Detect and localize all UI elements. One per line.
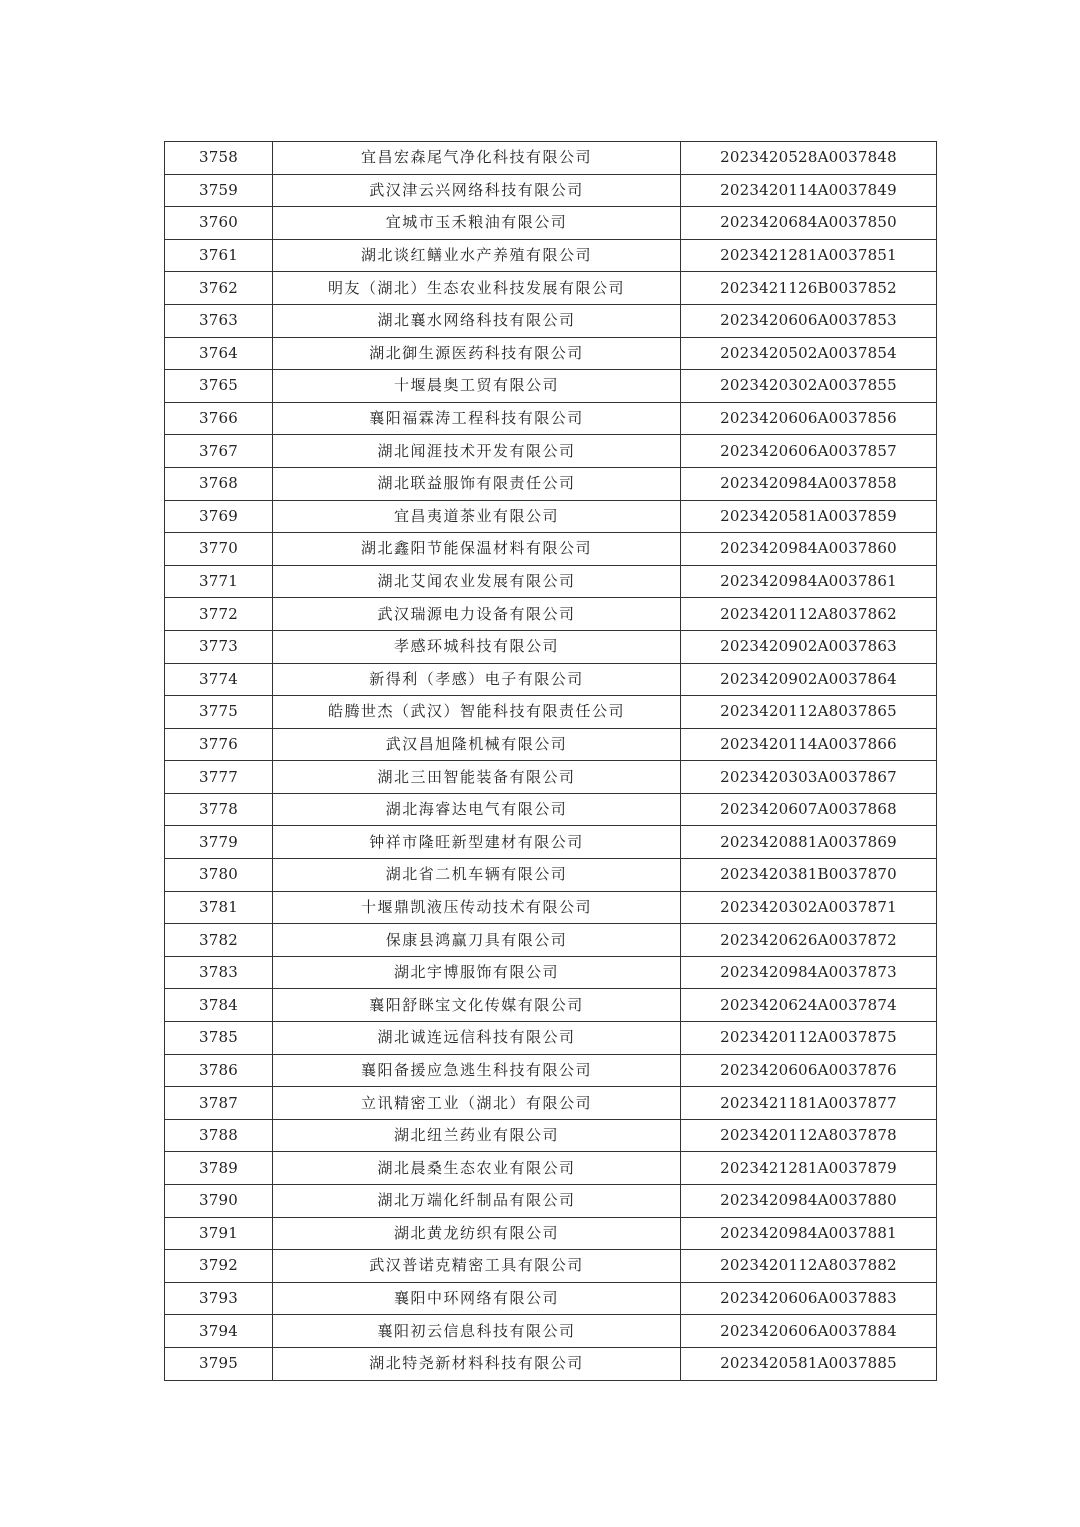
table-row xyxy=(165,630,937,663)
row-registration-code: 2023420302A0037871 xyxy=(681,891,937,924)
table-row xyxy=(165,370,937,403)
row-seq-number: 3766 xyxy=(165,402,273,435)
row-company-name: 湖北谈红鳝业水产养殖有限公司 xyxy=(273,239,681,272)
row-seq-number: 3787 xyxy=(165,1087,273,1120)
row-registration-code: 2023420302A0037855 xyxy=(681,370,937,403)
row-company-name: 武汉普诺克精密工具有限公司 xyxy=(273,1250,681,1283)
table-row xyxy=(165,500,937,533)
row-company-name: 湖北诚连远信科技有限公司 xyxy=(273,1022,681,1055)
row-company-name: 孝感环城科技有限公司 xyxy=(273,630,681,663)
row-seq-number: 3780 xyxy=(165,859,273,892)
row-seq-number: 3784 xyxy=(165,989,273,1022)
table-row xyxy=(165,891,937,924)
row-registration-code: 2023420502A0037854 xyxy=(681,337,937,370)
table-row xyxy=(165,272,937,305)
row-registration-code: 2023420984A0037880 xyxy=(681,1185,937,1218)
row-seq-number: 3762 xyxy=(165,272,273,305)
row-seq-number: 3768 xyxy=(165,467,273,500)
row-company-name: 钟祥市隆旺新型建材有限公司 xyxy=(273,826,681,859)
table-row xyxy=(165,142,937,175)
row-company-name: 湖北特尧新材料科技有限公司 xyxy=(273,1347,681,1380)
row-registration-code: 2023421281A0037851 xyxy=(681,239,937,272)
company-registry-table xyxy=(164,141,937,1381)
row-company-name: 湖北宇博服饰有限公司 xyxy=(273,956,681,989)
row-seq-number: 3790 xyxy=(165,1185,273,1218)
row-registration-code: 2023421281A0037879 xyxy=(681,1152,937,1185)
row-registration-code: 2023420984A0037860 xyxy=(681,533,937,566)
table-row xyxy=(165,1152,937,1185)
table-row xyxy=(165,207,937,240)
row-registration-code: 2023420112A0037875 xyxy=(681,1022,937,1055)
row-seq-number: 3794 xyxy=(165,1315,273,1348)
row-registration-code: 2023420626A0037872 xyxy=(681,924,937,957)
row-registration-code: 2023420624A0037874 xyxy=(681,989,937,1022)
table-row xyxy=(165,989,937,1022)
row-registration-code: 2023420606A0037853 xyxy=(681,304,937,337)
row-seq-number: 3764 xyxy=(165,337,273,370)
table-row xyxy=(165,467,937,500)
row-company-name: 武汉瑞源电力设备有限公司 xyxy=(273,598,681,631)
row-company-name: 湖北三田智能装备有限公司 xyxy=(273,761,681,794)
table-row xyxy=(165,337,937,370)
row-company-name: 湖北晨桑生态农业有限公司 xyxy=(273,1152,681,1185)
row-registration-code: 2023420581A0037885 xyxy=(681,1347,937,1380)
row-seq-number: 3777 xyxy=(165,761,273,794)
row-seq-number: 3772 xyxy=(165,598,273,631)
table-row xyxy=(165,1022,937,1055)
row-company-name: 宜城市玉禾粮油有限公司 xyxy=(273,207,681,240)
table-row xyxy=(165,174,937,207)
row-seq-number: 3770 xyxy=(165,533,273,566)
table-row xyxy=(165,859,937,892)
row-seq-number: 3765 xyxy=(165,370,273,403)
table-row xyxy=(165,1282,937,1315)
table-row xyxy=(165,924,937,957)
row-seq-number: 3783 xyxy=(165,956,273,989)
row-company-name: 武汉昌旭隆机械有限公司 xyxy=(273,728,681,761)
row-seq-number: 3792 xyxy=(165,1250,273,1283)
row-registration-code: 2023420984A0037873 xyxy=(681,956,937,989)
row-seq-number: 3769 xyxy=(165,500,273,533)
row-company-name: 保康县鸿赢刀具有限公司 xyxy=(273,924,681,957)
row-seq-number: 3793 xyxy=(165,1282,273,1315)
registry-table-body xyxy=(165,142,937,1381)
row-seq-number: 3760 xyxy=(165,207,273,240)
row-seq-number: 3789 xyxy=(165,1152,273,1185)
row-company-name: 湖北联益服饰有限责任公司 xyxy=(273,467,681,500)
table-row xyxy=(165,793,937,826)
table-row xyxy=(165,598,937,631)
table-row xyxy=(165,435,937,468)
row-company-name: 湖北闻涯技术开发有限公司 xyxy=(273,435,681,468)
row-registration-code: 2023420303A0037867 xyxy=(681,761,937,794)
table-row xyxy=(165,956,937,989)
row-seq-number: 3767 xyxy=(165,435,273,468)
row-registration-code: 2023420902A0037863 xyxy=(681,630,937,663)
row-company-name: 襄阳备援应急逃生科技有限公司 xyxy=(273,1054,681,1087)
row-registration-code: 2023420881A0037869 xyxy=(681,826,937,859)
table-row xyxy=(165,239,937,272)
row-seq-number: 3758 xyxy=(165,142,273,175)
row-registration-code: 2023420606A0037857 xyxy=(681,435,937,468)
row-registration-code: 2023420984A0037881 xyxy=(681,1217,937,1250)
row-company-name: 襄阳福霖涛工程科技有限公司 xyxy=(273,402,681,435)
table-row xyxy=(165,1087,937,1120)
row-registration-code: 2023420112A8037865 xyxy=(681,696,937,729)
table-row xyxy=(165,1315,937,1348)
row-registration-code: 2023420581A0037859 xyxy=(681,500,937,533)
row-registration-code: 2023420381B0037870 xyxy=(681,859,937,892)
table-row xyxy=(165,1185,937,1218)
row-company-name: 襄阳中环网络有限公司 xyxy=(273,1282,681,1315)
row-seq-number: 3761 xyxy=(165,239,273,272)
row-registration-code: 2023420112A8037878 xyxy=(681,1119,937,1152)
row-seq-number: 3775 xyxy=(165,696,273,729)
table-row xyxy=(165,761,937,794)
row-seq-number: 3785 xyxy=(165,1022,273,1055)
row-company-name: 湖北纽兰药业有限公司 xyxy=(273,1119,681,1152)
row-company-name: 宜昌夷道茶业有限公司 xyxy=(273,500,681,533)
table-row xyxy=(165,565,937,598)
row-company-name: 湖北海睿达电气有限公司 xyxy=(273,793,681,826)
table-row xyxy=(165,826,937,859)
row-seq-number: 3771 xyxy=(165,565,273,598)
table-row xyxy=(165,1119,937,1152)
row-company-name: 湖北襄水网络科技有限公司 xyxy=(273,304,681,337)
table-row xyxy=(165,696,937,729)
row-registration-code: 2023420606A0037884 xyxy=(681,1315,937,1348)
row-registration-code: 2023421126B0037852 xyxy=(681,272,937,305)
row-registration-code: 2023420112A8037882 xyxy=(681,1250,937,1283)
row-seq-number: 3774 xyxy=(165,663,273,696)
row-seq-number: 3791 xyxy=(165,1217,273,1250)
table-row xyxy=(165,728,937,761)
row-registration-code: 2023420606A0037876 xyxy=(681,1054,937,1087)
row-company-name: 立讯精密工业（湖北）有限公司 xyxy=(273,1087,681,1120)
row-company-name: 新得利（孝感）电子有限公司 xyxy=(273,663,681,696)
row-registration-code: 2023421181A0037877 xyxy=(681,1087,937,1120)
row-registration-code: 2023420984A0037858 xyxy=(681,467,937,500)
row-registration-code: 2023420684A0037850 xyxy=(681,207,937,240)
row-seq-number: 3788 xyxy=(165,1119,273,1152)
table-row xyxy=(165,533,937,566)
row-company-name: 武汉津云兴网络科技有限公司 xyxy=(273,174,681,207)
row-seq-number: 3778 xyxy=(165,793,273,826)
row-company-name: 湖北万端化纤制品有限公司 xyxy=(273,1185,681,1218)
row-registration-code: 2023420114A0037866 xyxy=(681,728,937,761)
row-company-name: 湖北省二机车辆有限公司 xyxy=(273,859,681,892)
table-row xyxy=(165,1217,937,1250)
row-company-name: 十堰晨奥工贸有限公司 xyxy=(273,370,681,403)
row-company-name: 皓腾世杰（武汉）智能科技有限责任公司 xyxy=(273,696,681,729)
row-registration-code: 2023420528A0037848 xyxy=(681,142,937,175)
row-seq-number: 3782 xyxy=(165,924,273,957)
row-registration-code: 2023420902A0037864 xyxy=(681,663,937,696)
row-company-name: 湖北艾闻农业发展有限公司 xyxy=(273,565,681,598)
row-company-name: 十堰鼎凯液压传动技术有限公司 xyxy=(273,891,681,924)
table-row xyxy=(165,1347,937,1380)
row-registration-code: 2023420984A0037861 xyxy=(681,565,937,598)
table-row xyxy=(165,1054,937,1087)
row-seq-number: 3779 xyxy=(165,826,273,859)
row-seq-number: 3776 xyxy=(165,728,273,761)
table-row xyxy=(165,1250,937,1283)
row-seq-number: 3786 xyxy=(165,1054,273,1087)
row-company-name: 宜昌宏森尾气净化科技有限公司 xyxy=(273,142,681,175)
row-registration-code: 2023420112A8037862 xyxy=(681,598,937,631)
row-company-name: 湖北御生源医药科技有限公司 xyxy=(273,337,681,370)
row-company-name: 湖北黄龙纺织有限公司 xyxy=(273,1217,681,1250)
row-company-name: 襄阳舒眯宝文化传媒有限公司 xyxy=(273,989,681,1022)
table-row xyxy=(165,402,937,435)
row-seq-number: 3795 xyxy=(165,1347,273,1380)
row-registration-code: 2023420606A0037856 xyxy=(681,402,937,435)
row-seq-number: 3763 xyxy=(165,304,273,337)
row-registration-code: 2023420606A0037883 xyxy=(681,1282,937,1315)
table-row xyxy=(165,663,937,696)
row-company-name: 湖北鑫阳节能保温材料有限公司 xyxy=(273,533,681,566)
row-seq-number: 3759 xyxy=(165,174,273,207)
table-row xyxy=(165,304,937,337)
row-registration-code: 2023420114A0037849 xyxy=(681,174,937,207)
row-seq-number: 3781 xyxy=(165,891,273,924)
row-registration-code: 2023420607A0037868 xyxy=(681,793,937,826)
row-seq-number: 3773 xyxy=(165,630,273,663)
row-company-name: 襄阳初云信息科技有限公司 xyxy=(273,1315,681,1348)
row-company-name: 明友（湖北）生态农业科技发展有限公司 xyxy=(273,272,681,305)
